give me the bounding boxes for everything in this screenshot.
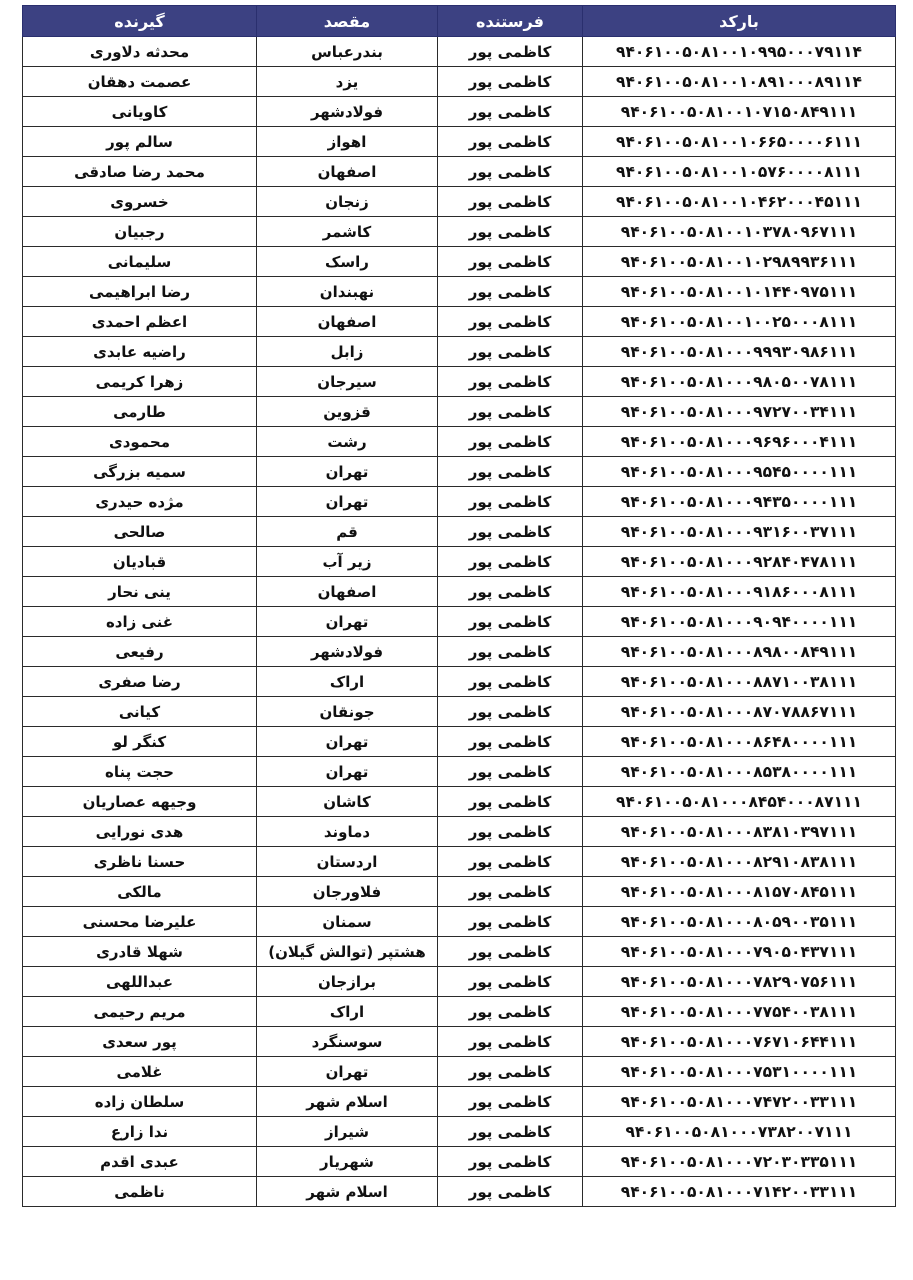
destination-cell: اسلام شهر (257, 1177, 438, 1207)
recipient-cell: شهلا قادری (23, 937, 257, 967)
recipient-cell: طارمی (23, 397, 257, 427)
destination-cell: اردستان (257, 847, 438, 877)
destination-cell: بندرعباس (257, 37, 438, 67)
table-row (23, 517, 896, 547)
barcode-cell: ۹۴۰۶۱۰۰۵۰۸۱۰۰۰۸۹۸۰۰۸۴۹۱۱۱ (583, 637, 896, 667)
table-row (23, 817, 896, 847)
recipient-cell: حسنا ناظری (23, 847, 257, 877)
barcode-cell: ۹۴۰۶۱۰۰۵۰۸۱۰۰۰۷۶۷۱۰۶۴۴۱۱۱ (583, 1027, 896, 1057)
table-row (23, 487, 896, 517)
sender-cell: کاظمی پور (438, 877, 583, 907)
barcode-cell: ۹۴۰۶۱۰۰۵۰۸۱۰۰۰۷۴۷۲۰۰۳۳۱۱۱ (583, 1087, 896, 1117)
sender-cell: کاظمی پور (438, 1087, 583, 1117)
table-row (23, 577, 896, 607)
table-row (23, 667, 896, 697)
destination-cell: جونقان (257, 697, 438, 727)
recipient-cell: غنی زاده (23, 607, 257, 637)
sender-cell: کاظمی پور (438, 397, 583, 427)
table-row (23, 97, 896, 127)
barcode-cell: ۹۴۰۶۱۰۰۵۰۸۱۰۰۰۷۷۵۴۰۰۳۸۱۱۱ (583, 997, 896, 1027)
sender-cell: کاظمی پور (438, 967, 583, 997)
table-row (23, 697, 896, 727)
sender-cell: کاظمی پور (438, 817, 583, 847)
destination-cell: رشت (257, 427, 438, 457)
table-row (23, 157, 896, 187)
destination-cell: اراک (257, 667, 438, 697)
table-row (23, 937, 896, 967)
recipient-cell: کاویانی (23, 97, 257, 127)
sender-cell: کاظمی پور (438, 457, 583, 487)
destination-cell: فلاورجان (257, 877, 438, 907)
destination-cell: هشتپر (توالش گیلان) (257, 937, 438, 967)
recipient-cell: حجت پناه (23, 757, 257, 787)
destination-cell: اراک (257, 997, 438, 1027)
barcode-cell: ۹۴۰۶۱۰۰۵۰۸۱۰۰۱۰۷۱۵۰۸۴۹۱۱۱ (583, 97, 896, 127)
sender-cell: کاظمی پور (438, 547, 583, 577)
table-body (23, 37, 896, 1207)
barcode-cell: ۹۴۰۶۱۰۰۵۰۸۱۰۰۰۸۴۵۴۰۰۰۸۷۱۱۱ (583, 787, 896, 817)
table-row (23, 1117, 896, 1147)
barcode-cell: ۹۴۰۶۱۰۰۵۰۸۱۰۰۰۷۵۳۱۰۰۰۰۱۱۱ (583, 1057, 896, 1087)
recipient-cell: عبدی اقدم (23, 1147, 257, 1177)
barcode-cell: ۹۴۰۶۱۰۰۵۰۸۱۰۰۰۹۲۸۴۰۴۷۸۱۱۱ (583, 547, 896, 577)
table-header (23, 6, 896, 37)
sender-cell: کاظمی پور (438, 637, 583, 667)
barcode-cell: ۹۴۰۶۱۰۰۵۰۸۱۰۰۰۷۲۰۳۰۳۳۵۱۱۱ (583, 1147, 896, 1177)
sender-cell: کاظمی پور (438, 1057, 583, 1087)
barcode-cell: ۹۴۰۶۱۰۰۵۰۸۱۰۰۰۹۹۹۳۰۹۸۶۱۱۱ (583, 337, 896, 367)
recipient-cell: خسروی (23, 187, 257, 217)
table-row (23, 1057, 896, 1087)
destination-cell: دماوند (257, 817, 438, 847)
recipient-cell: هدی نورایی (23, 817, 257, 847)
recipient-cell: وجیهه عصاریان (23, 787, 257, 817)
destination-cell: کاشمر (257, 217, 438, 247)
sender-cell: کاظمی پور (438, 847, 583, 877)
destination-cell: زابل (257, 337, 438, 367)
header-destination: مقصد (257, 6, 438, 37)
recipient-cell: اعظم احمدی (23, 307, 257, 337)
destination-cell: تهران (257, 607, 438, 637)
destination-cell: قزوین (257, 397, 438, 427)
recipient-cell: پور سعدی (23, 1027, 257, 1057)
barcode-cell: ۹۴۰۶۱۰۰۵۰۸۱۰۰۰۷۹۰۵۰۴۳۷۱۱۱ (583, 937, 896, 967)
table-row (23, 727, 896, 757)
barcode-cell: ۹۴۰۶۱۰۰۵۰۸۱۰۰۰۸۱۵۷۰۸۴۵۱۱۱ (583, 877, 896, 907)
sender-cell: کاظمی پور (438, 217, 583, 247)
sender-cell: کاظمی پور (438, 1117, 583, 1147)
recipient-cell: محمد رضا صادقی (23, 157, 257, 187)
table-row (23, 787, 896, 817)
table-row (23, 187, 896, 217)
recipient-cell: عصمت دهقان (23, 67, 257, 97)
recipient-cell: کنگر لو (23, 727, 257, 757)
table-row (23, 637, 896, 667)
table-row (23, 337, 896, 367)
sender-cell: کاظمی پور (438, 1177, 583, 1207)
recipient-cell: زهرا کریمی (23, 367, 257, 397)
destination-cell: یزد (257, 67, 438, 97)
barcode-cell: ۹۴۰۶۱۰۰۵۰۸۱۰۰۱۰۱۴۴۰۹۷۵۱۱۱ (583, 277, 896, 307)
table-row (23, 607, 896, 637)
sender-cell: کاظمی پور (438, 337, 583, 367)
header-sender: فرستنده (438, 6, 583, 37)
sender-cell: کاظمی پور (438, 487, 583, 517)
destination-cell: اصفهان (257, 307, 438, 337)
sender-cell: کاظمی پور (438, 727, 583, 757)
table-row (23, 397, 896, 427)
destination-cell: شهریار (257, 1147, 438, 1177)
sender-cell: کاظمی پور (438, 157, 583, 187)
sender-cell: کاظمی پور (438, 937, 583, 967)
sender-cell: کاظمی پور (438, 697, 583, 727)
sender-cell: کاظمی پور (438, 517, 583, 547)
recipient-cell: ندا زارع (23, 1117, 257, 1147)
barcode-cell: ۹۴۰۶۱۰۰۵۰۸۱۰۰۰۸۰۵۹۰۰۳۵۱۱۱ (583, 907, 896, 937)
sender-cell: کاظمی پور (438, 1027, 583, 1057)
destination-cell: برازجان (257, 967, 438, 997)
table-row (23, 1147, 896, 1177)
sender-cell: کاظمی پور (438, 1147, 583, 1177)
destination-cell: اهواز (257, 127, 438, 157)
barcode-cell: ۹۴۰۶۱۰۰۵۰۸۱۰۰۰۹۰۹۴۰۰۰۰۱۱۱ (583, 607, 896, 637)
barcode-table-sheet (22, 5, 895, 1207)
destination-cell: تهران (257, 1057, 438, 1087)
barcode-cell: ۹۴۰۶۱۰۰۵۰۸۱۰۰۰۷۸۲۹۰۷۵۶۱۱۱ (583, 967, 896, 997)
sender-cell: کاظمی پور (438, 187, 583, 217)
table-row (23, 457, 896, 487)
barcode-cell: ۹۴۰۶۱۰۰۵۰۸۱۰۰۰۸۲۹۱۰۸۳۸۱۱۱ (583, 847, 896, 877)
destination-cell: سیرجان (257, 367, 438, 397)
recipient-cell: مریم رحیمی (23, 997, 257, 1027)
shipments-table (22, 5, 896, 1207)
header-recipient: گیرنده (23, 6, 257, 37)
barcode-cell: ۹۴۰۶۱۰۰۵۰۸۱۰۰۰۹۳۱۶۰۰۳۷۱۱۱ (583, 517, 896, 547)
sender-cell: کاظمی پور (438, 277, 583, 307)
barcode-cell: ۹۴۰۶۱۰۰۵۰۸۱۰۰۰۷۳۸۲۰۰۷۱۱۱ (583, 1117, 896, 1147)
header-barcode: بارکد (583, 6, 896, 37)
barcode-cell: ۹۴۰۶۱۰۰۵۰۸۱۰۰۱۰۰۲۵۰۰۰۸۱۱۱ (583, 307, 896, 337)
sender-cell: کاظمی پور (438, 757, 583, 787)
destination-cell: راسک (257, 247, 438, 277)
table-row (23, 37, 896, 67)
sender-cell: کاظمی پور (438, 607, 583, 637)
sender-cell: کاظمی پور (438, 787, 583, 817)
barcode-cell: ۹۴۰۶۱۰۰۵۰۸۱۰۰۰۹۷۲۷۰۰۳۴۱۱۱ (583, 397, 896, 427)
destination-cell: قم (257, 517, 438, 547)
sender-cell: کاظمی پور (438, 67, 583, 97)
destination-cell: کاشان (257, 787, 438, 817)
table-row (23, 277, 896, 307)
recipient-cell: مالکی (23, 877, 257, 907)
barcode-cell: ۹۴۰۶۱۰۰۵۰۸۱۰۰۰۹۵۴۵۰۰۰۰۱۱۱ (583, 457, 896, 487)
destination-cell: تهران (257, 727, 438, 757)
barcode-cell: ۹۴۰۶۱۰۰۵۰۸۱۰۰۰۸۸۷۱۰۰۳۸۱۱۱ (583, 667, 896, 697)
recipient-cell: محدثه دلاوری (23, 37, 257, 67)
recipient-cell: ناظمی (23, 1177, 257, 1207)
destination-cell: نهبندان (257, 277, 438, 307)
sender-cell: کاظمی پور (438, 667, 583, 697)
recipient-cell: محمودی (23, 427, 257, 457)
barcode-cell: ۹۴۰۶۱۰۰۵۰۸۱۰۰۰۸۵۳۸۰۰۰۰۱۱۱ (583, 757, 896, 787)
table-row (23, 427, 896, 457)
table-row (23, 67, 896, 97)
recipient-cell: ینی نحار (23, 577, 257, 607)
recipient-cell: غلامی (23, 1057, 257, 1087)
recipient-cell: علیرضا محسنی (23, 907, 257, 937)
recipient-cell: صالحی (23, 517, 257, 547)
recipient-cell: عبداللهی (23, 967, 257, 997)
recipient-cell: کیانی (23, 697, 257, 727)
barcode-cell: ۹۴۰۶۱۰۰۵۰۸۱۰۰۰۸۳۸۱۰۳۹۷۱۱۱ (583, 817, 896, 847)
table-row (23, 967, 896, 997)
recipient-cell: سلیمانی (23, 247, 257, 277)
destination-cell: تهران (257, 457, 438, 487)
destination-cell: اصفهان (257, 157, 438, 187)
table-row (23, 127, 896, 157)
destination-cell: زنجان (257, 187, 438, 217)
table-row (23, 877, 896, 907)
barcode-cell: ۹۴۰۶۱۰۰۵۰۸۱۰۰۰۹۴۳۵۰۰۰۰۱۱۱ (583, 487, 896, 517)
recipient-cell: رضا صفری (23, 667, 257, 697)
table-row (23, 547, 896, 577)
sender-cell: کاظمی پور (438, 127, 583, 157)
barcode-cell: ۹۴۰۶۱۰۰۵۰۸۱۰۰۱۰۲۹۸۹۹۳۶۱۱۱ (583, 247, 896, 277)
sender-cell: کاظمی پور (438, 997, 583, 1027)
destination-cell: فولادشهر (257, 637, 438, 667)
recipient-cell: راضیه عابدی (23, 337, 257, 367)
recipient-cell: رضا ابراهیمی (23, 277, 257, 307)
table-row (23, 1087, 896, 1117)
destination-cell: اسلام شهر (257, 1087, 438, 1117)
barcode-cell: ۹۴۰۶۱۰۰۵۰۸۱۰۰۱۰۹۹۵۰۰۰۷۹۱۱۴ (583, 37, 896, 67)
table-row (23, 1027, 896, 1057)
sender-cell: کاظمی پور (438, 367, 583, 397)
sender-cell: کاظمی پور (438, 307, 583, 337)
destination-cell: تهران (257, 757, 438, 787)
table-row (23, 757, 896, 787)
table-row (23, 907, 896, 937)
table-row (23, 217, 896, 247)
header-row (23, 6, 896, 37)
barcode-cell: ۹۴۰۶۱۰۰۵۰۸۱۰۰۱۰۵۷۶۰۰۰۰۸۱۱۱ (583, 157, 896, 187)
barcode-cell: ۹۴۰۶۱۰۰۵۰۸۱۰۰۱۰۴۶۲۰۰۰۴۵۱۱۱ (583, 187, 896, 217)
table-row (23, 307, 896, 337)
sender-cell: کاظمی پور (438, 247, 583, 277)
recipient-cell: رفیعی (23, 637, 257, 667)
barcode-cell: ۹۴۰۶۱۰۰۵۰۸۱۰۰۱۰۸۹۱۰۰۰۸۹۱۱۴ (583, 67, 896, 97)
barcode-cell: ۹۴۰۶۱۰۰۵۰۸۱۰۰۱۰۶۶۵۰۰۰۰۶۱۱۱ (583, 127, 896, 157)
destination-cell: سمنان (257, 907, 438, 937)
table-row (23, 847, 896, 877)
destination-cell: سوسنگرد (257, 1027, 438, 1057)
destination-cell: شیراز (257, 1117, 438, 1147)
recipient-cell: مژده حیدری (23, 487, 257, 517)
destination-cell: فولادشهر (257, 97, 438, 127)
barcode-cell: ۹۴۰۶۱۰۰۵۰۸۱۰۰۰۹۱۸۶۰۰۰۸۱۱۱ (583, 577, 896, 607)
barcode-cell: ۹۴۰۶۱۰۰۵۰۸۱۰۰۰۸۶۴۸۰۰۰۰۱۱۱ (583, 727, 896, 757)
recipient-cell: سمیه بزرگی (23, 457, 257, 487)
destination-cell: تهران (257, 487, 438, 517)
sender-cell: کاظمی پور (438, 37, 583, 67)
recipient-cell: رجبیان (23, 217, 257, 247)
barcode-cell: ۹۴۰۶۱۰۰۵۰۸۱۰۰۰۸۷۰۷۸۸۶۷۱۱۱ (583, 697, 896, 727)
table-row (23, 247, 896, 277)
recipient-cell: قبادیان (23, 547, 257, 577)
sender-cell: کاظمی پور (438, 907, 583, 937)
table-row (23, 1177, 896, 1207)
destination-cell: اصفهان (257, 577, 438, 607)
sender-cell: کاظمی پور (438, 427, 583, 457)
recipient-cell: سلطان زاده (23, 1087, 257, 1117)
barcode-cell: ۹۴۰۶۱۰۰۵۰۸۱۰۰۰۹۶۹۶۰۰۰۴۱۱۱ (583, 427, 896, 457)
table-row (23, 997, 896, 1027)
sender-cell: کاظمی پور (438, 97, 583, 127)
sender-cell: کاظمی پور (438, 577, 583, 607)
barcode-cell: ۹۴۰۶۱۰۰۵۰۸۱۰۰۱۰۳۷۸۰۹۶۷۱۱۱ (583, 217, 896, 247)
barcode-cell: ۹۴۰۶۱۰۰۵۰۸۱۰۰۰۷۱۴۲۰۰۳۳۱۱۱ (583, 1177, 896, 1207)
barcode-cell: ۹۴۰۶۱۰۰۵۰۸۱۰۰۰۹۸۰۵۰۰۷۸۱۱۱ (583, 367, 896, 397)
destination-cell: زیر آب (257, 547, 438, 577)
table-row (23, 367, 896, 397)
recipient-cell: سالم پور (23, 127, 257, 157)
